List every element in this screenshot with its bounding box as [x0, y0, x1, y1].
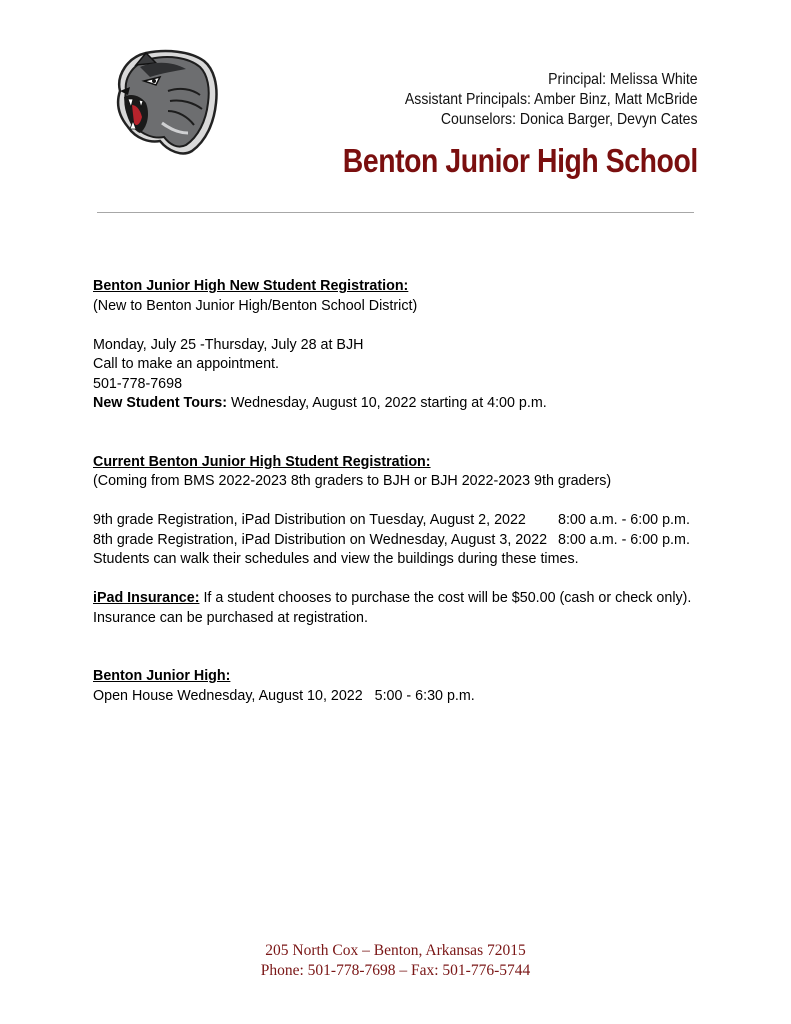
ninth-grade-text: 9th grade Registration, iPad Distribution on Tuesday, August 2, 2022	[93, 512, 526, 528]
panther-mascot-icon	[106, 47, 222, 157]
footer-contact: Phone: 501-778-7698 – Fax: 501-776-5744	[260, 962, 531, 979]
ipad-insurance-label: iPad Insurance:	[93, 590, 200, 606]
new-registration-call: Call to make an appointment.	[93, 356, 279, 372]
principal-line: Principal: Melissa White	[548, 71, 698, 88]
counselors-line: Counselors: Donica Barger, Devyn Cates	[441, 111, 698, 128]
ninth-grade-registration	[93, 511, 713, 531]
current-registration-subtitle: (Coming from BMS 2022-2023 8th graders to BJH or BJH 2022-2023 9th graders)	[93, 473, 612, 489]
new-registration-heading: Benton Junior High New Student Registration:	[93, 278, 409, 294]
footer-address: 205 North Cox – Benton, Arkansas 72015	[265, 942, 526, 959]
insurance-note: Insurance can be purchased at registration.	[93, 609, 368, 626]
staff-list	[405, 70, 698, 130]
tours-text: Wednesday, August 10, 2022 starting at 4:00 p.m.	[226, 395, 547, 411]
new-student-tours-line	[93, 394, 713, 414]
eighth-grade-time: 8:00 a.m. - 6:00 p.m.	[558, 531, 690, 548]
open-house-text: Open House Wednesday, August 10, 2022 5:00 - 6:30 p.m.	[93, 687, 475, 704]
school-name-title: Benton Junior High School	[342, 142, 698, 179]
ipad-insurance-text: If a student chooses to purchase the cost will be $50.00 (cash or check only).	[199, 590, 692, 606]
school-logo	[106, 47, 222, 157]
open-house-heading: Benton Junior High:	[93, 668, 231, 684]
eighth-grade-registration	[93, 531, 713, 551]
header-divider	[97, 212, 694, 213]
tours-label: New Student Tours:	[93, 395, 227, 411]
ipad-insurance-line	[93, 589, 713, 609]
footer	[0, 941, 791, 981]
document-body	[93, 277, 713, 706]
new-registration-phone: 501-778-7698	[93, 375, 183, 392]
new-registration-subtitle: (New to Benton Junior High/Benton School District)	[93, 297, 418, 314]
assistant-principals-line: Assistant Principals: Amber Binz, Matt McBride	[405, 91, 698, 108]
walk-schedule-note: Students can walk their schedules and view the buildings during these times.	[93, 551, 579, 567]
current-registration-heading: Current Benton Junior High Student Registration:	[93, 453, 431, 470]
ninth-grade-time: 8:00 a.m. - 6:00 p.m.	[558, 512, 690, 528]
new-registration-dates: Monday, July 25 -Thursday, July 28 at BJH	[93, 336, 364, 353]
eighth-grade-text: 8th grade Registration, iPad Distribution on Wednesday, August 3, 2022	[93, 531, 548, 548]
